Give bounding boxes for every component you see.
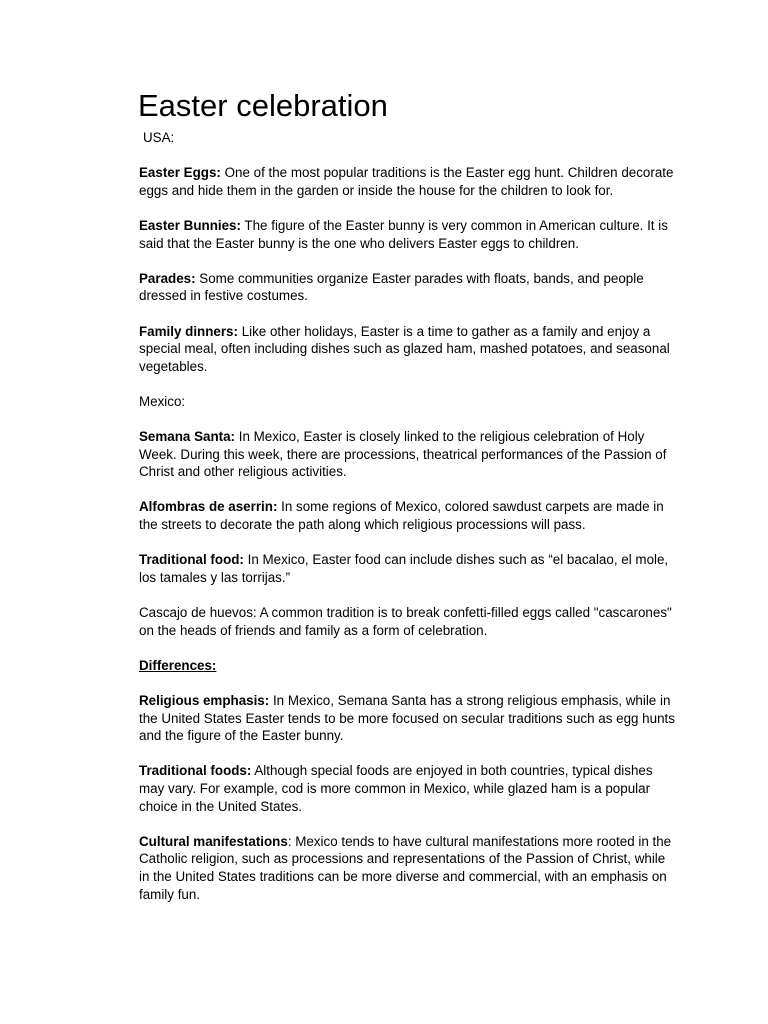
- difference-item-foods: [139, 762, 679, 815]
- item-text: One of the most popular traditions is the Easter egg hunt. Children decorate eggs and hide them in the garden or inside the house for the children to look for.: [139, 165, 674, 198]
- item-label: Traditional food:: [139, 552, 244, 568]
- difference-item-religious: [139, 692, 679, 745]
- usa-item-easter-bunnies: [139, 217, 679, 252]
- item-label: Parades:: [139, 270, 196, 286]
- document-title: Easter celebration: [138, 88, 388, 123]
- item-text: Some communities organize Easter parades with floats, bands, and people dressed in festive costumes.: [139, 270, 644, 304]
- mexico-item-cascajo: Cascajo de huevos: A common tradition is to break confetti-filled eggs called "cascarones" on the heads of friends and family as a form of celebration.: [139, 605, 672, 638]
- item-text: In Mexico, Easter food can include dishes such as “el bacalao, el mole, los tamales y las torrijas.”: [139, 552, 669, 585]
- item-text: In some regions of Mexico, colored sawdust carpets are made in the streets to decorate the path along which religious processions will pass.: [139, 499, 664, 533]
- mexico-heading: Mexico:: [139, 393, 186, 409]
- item-text: In Mexico, Semana Santa has a strong religious emphasis, while in the United States Easter tends to be more focused on secular traditions such as egg hunts and the figure of the Easter bunny.: [139, 693, 675, 744]
- item-label: Alfombras de aserrin:: [139, 499, 278, 515]
- item-text: The figure of the Easter bunny is very common in American culture. It is said that the Easter bunny is the one who delivers Easter eggs to children.: [139, 217, 668, 251]
- mexico-item-alfombras: [139, 498, 679, 533]
- usa-item-family-dinners: [139, 323, 679, 376]
- difference-item-cultural: [139, 833, 679, 903]
- differences-heading: Differences:: [139, 657, 217, 673]
- mexico-item-semana-santa: [139, 428, 679, 481]
- item-text: : Mexico tends to have cultural manifestations more rooted in the Catholic religion, such as processions and representations of the Passion of Christ, while in the United States traditions can be more diverse and commercial, with an emphasis on family fun.: [139, 833, 672, 902]
- document-page: [139, 87, 679, 921]
- item-label: Cultural manifestations: [139, 833, 288, 849]
- mexico-item-traditional-food: [139, 551, 679, 586]
- item-label: Semana Santa:: [139, 429, 236, 445]
- item-label: Family dinners:: [139, 323, 238, 339]
- item-text: Although special foods are enjoyed in both countries, typical dishes may vary. For example, cod is more common in Mexico, while glazed ham is a popular choice in the United States.: [139, 763, 653, 814]
- item-label: Easter Eggs:: [139, 165, 221, 181]
- item-text: Like other holidays, Easter is a time to gather as a family and enjoy a special meal, often including dishes such as glazed ham, mashed potatoes, and seasonal vegetables.: [139, 323, 670, 374]
- item-label: Religious emphasis:: [139, 693, 270, 708]
- usa-heading: USA:: [143, 130, 175, 145]
- item-label: Easter Bunnies:: [139, 217, 241, 233]
- item-text: In Mexico, Easter is closely linked to the religious celebration of Holy Week. During this week, there are processions, theatrical performances of the Passion of Christ and other religious activities.: [139, 429, 667, 480]
- item-label: Traditional foods:: [139, 763, 252, 779]
- usa-item-easter-eggs: [139, 164, 679, 199]
- usa-item-parades: [139, 270, 679, 305]
